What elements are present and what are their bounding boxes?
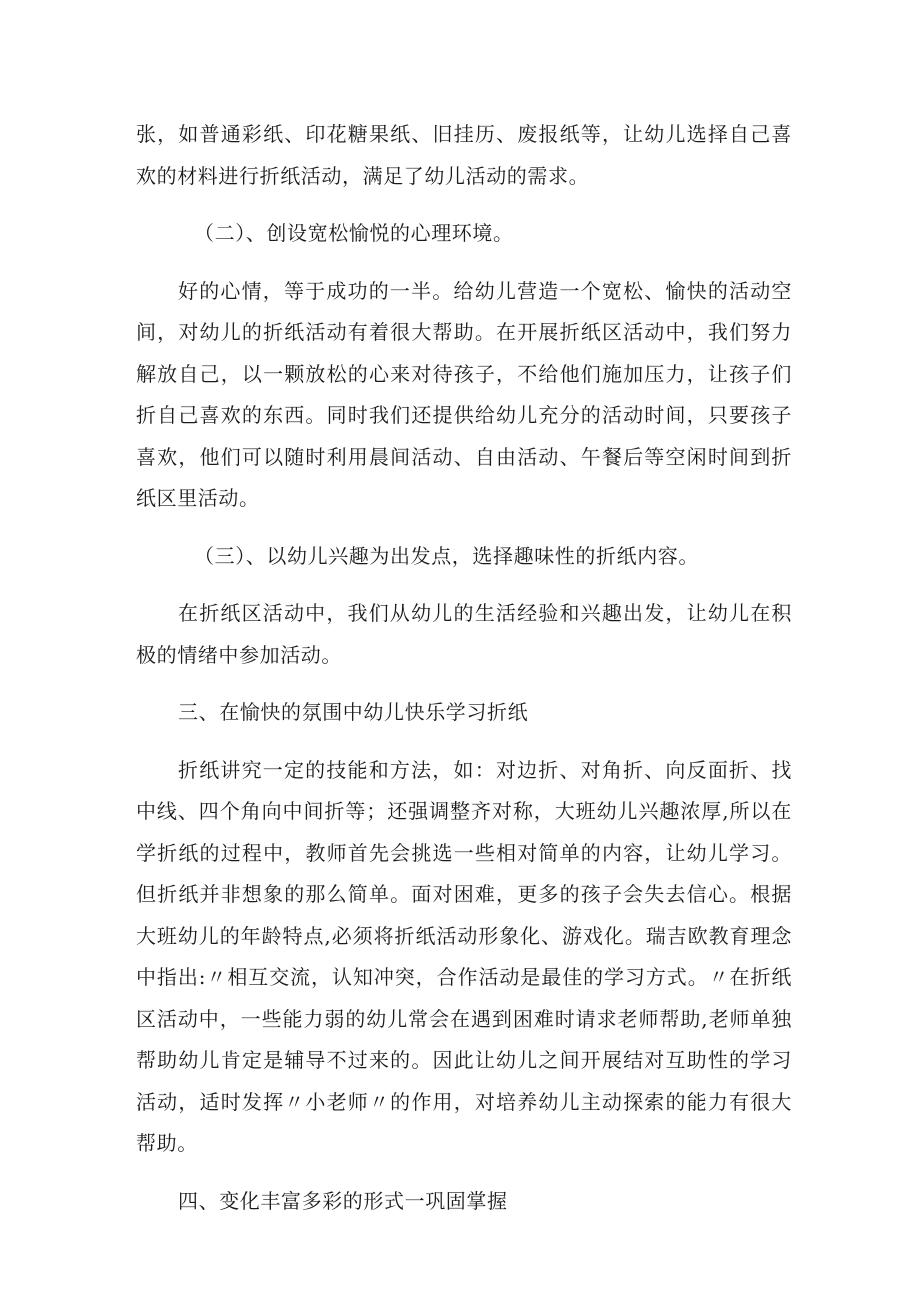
paragraph-good-mood: 好的心情，等于成功的一半。给幼儿营造一个宽松、愉快的活动空间，对幼儿的折纸活动有着很大帮助。在开展折纸区活动中，我们努力解放自己，以一颗放松的心来对待孩子，不给他们施加压力，让孩子们折自己喜欢的东西。同时我们还提供给幼儿充分的活动时间，只要孩子喜欢，他们可以随时利用晨间活动、自由活动、午餐后等空闲时间到折纸区里活动。 [136,278,792,510]
subheading-interest-starting-point: （三）、以幼儿兴趣为出发点，选择趣味性的折纸内容。 [194,543,699,568]
paragraph-folding-skills: 折纸讲究一定的技能和方法，如：对边折、对角折、向反面折、找中线、四个角向中间折等；还强调整齐对称，大班幼儿兴趣浓厚,所以在学折纸的过程中，教师首先会挑选一些相对简单的内容，让幼儿学习。但折纸并非想象的那么简单。面对困难，更多的孩子会失去信心。根据大班幼儿的年龄特点,必须将折纸活动形象化、游戏化。瑞吉欧教育理念中指出:〃相互交流，认知冲突，合作活动是最佳的学习方式。〃在折纸区活动中，一些能力弱的幼儿常会在遇到困难时请求老师帮助,老师单独帮助幼儿肯定是辅导不过来的。因此让幼儿之间开展结对互助性的学习活动，适时发挥〃小老师〃的作用，对培养幼儿主动探索的能力有很大帮助。 [136,757,792,1155]
document-body [136,114,792,1222]
paragraph-life-experience: 在折纸区活动中，我们从幼儿的生活经验和兴趣出发，让幼儿在积极的情绪中参加活动。 [136,601,792,667]
section-heading-varied-forms: 四、变化丰富多彩的形式一巩固掌握 [178,1188,508,1213]
section-heading-happy-learning: 三、在愉快的氛围中幼儿快乐学习折纸 [178,700,529,724]
paragraph-materials-continued: 张，如普通彩纸、印花糖果纸、旧挂历、废报纸等，让幼儿选择自己喜欢的材料进行折纸活动，满足了幼儿活动的需求。 [136,122,792,188]
subheading-psychological-environment: （二）、创设宽松愉悦的心理环境。 [194,221,514,245]
